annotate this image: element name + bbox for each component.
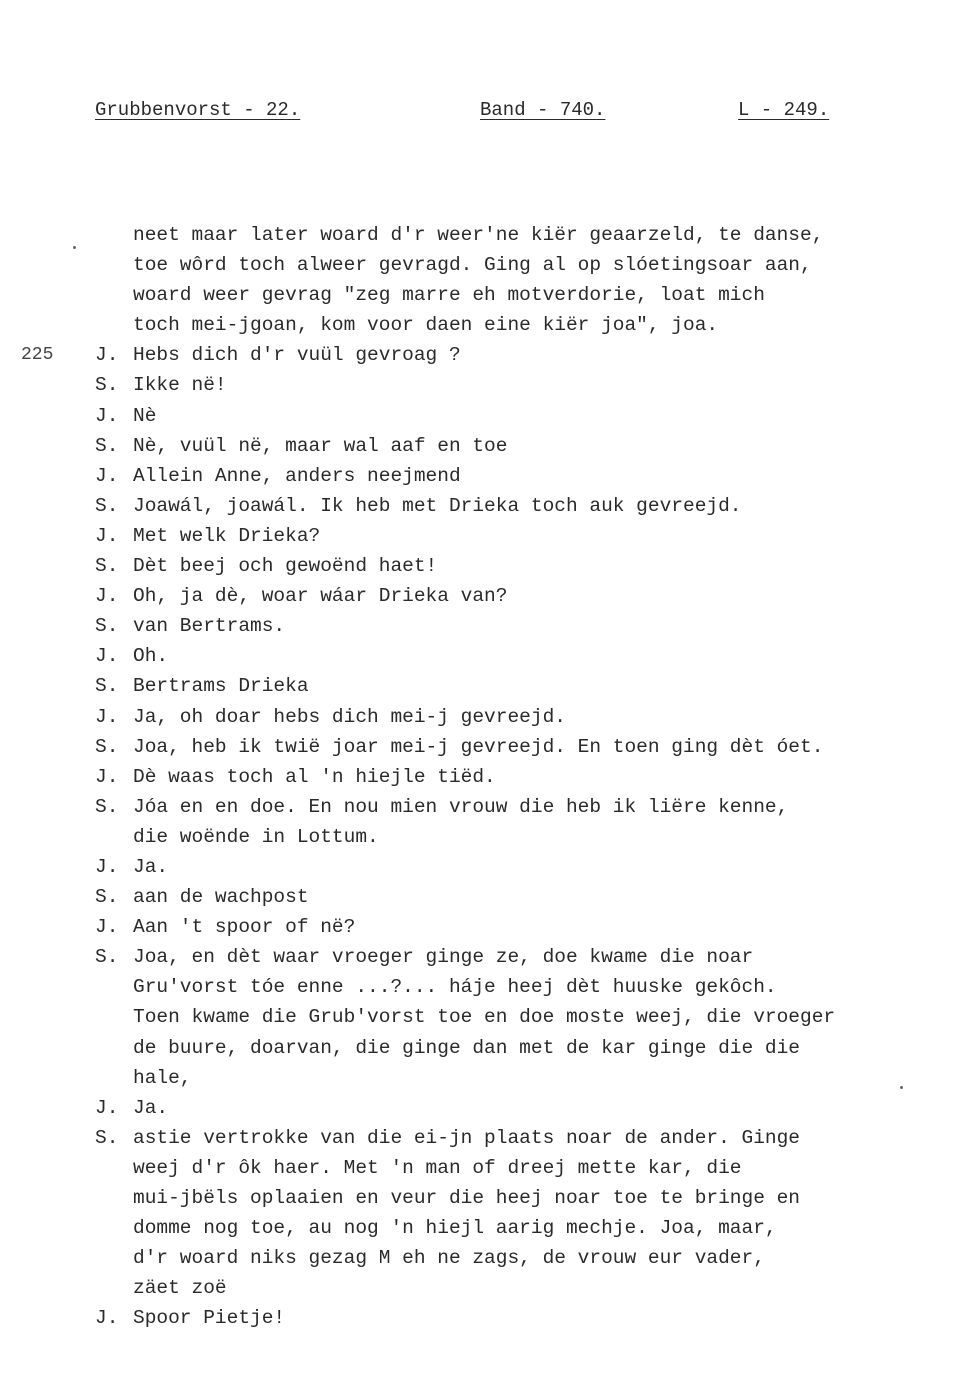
speaker-label: J.	[95, 765, 119, 788]
line-text: Oh.	[133, 645, 169, 668]
header-left: Grubbenvorst - 22.	[95, 99, 301, 121]
line-text: Jóa en en doe. En nou mien vrouw die heb ik liëre kenne,	[133, 795, 789, 818]
transcript-line	[0, 1033, 979, 1063]
transcript-line	[0, 671, 979, 701]
transcript-line	[0, 521, 979, 551]
speaker-label: J.	[95, 855, 119, 878]
transcript-line	[0, 1063, 979, 1093]
header-center: Band - 740.	[480, 99, 606, 121]
transcript-line	[0, 1153, 979, 1183]
speaker-label: S.	[95, 795, 119, 818]
transcript-body	[0, 220, 979, 1333]
transcript-line	[0, 972, 979, 1002]
line-text: Spoor Pietje!	[133, 1307, 286, 1330]
speaker-label: J.	[95, 344, 119, 367]
line-text: Joa, en dèt waar vroeger ginge ze, doe kwame die noar	[133, 946, 754, 969]
line-text: Ja.	[133, 1096, 169, 1119]
line-text: Allein Anne, anders neejmend	[133, 464, 461, 487]
line-text: woard weer gevrag "zeg marre eh motverdorie, loat mich	[133, 284, 765, 307]
transcript-line	[0, 551, 979, 581]
transcript-line	[0, 882, 979, 912]
transcript-line	[0, 1243, 979, 1273]
line-text: Nè, vuül në, maar wal aaf en toe	[133, 434, 508, 457]
line-text: mui-jbëls oplaaien en veur die heej noar toe te bringe en	[133, 1187, 801, 1209]
line-text: Ikke në!	[133, 374, 227, 397]
transcript-line	[0, 1183, 979, 1213]
line-text: aan de wachpost	[133, 886, 309, 909]
transcript-line	[0, 250, 979, 280]
line-text: Dè waas toch al 'n hiejle tiëd.	[133, 765, 496, 788]
speaker-label: S.	[95, 615, 119, 638]
transcript-line	[0, 1213, 979, 1243]
transcript-line	[0, 491, 979, 521]
line-text: Oh, ja dè, woar wáar Drieka van?	[133, 585, 508, 608]
speaker-label: J.	[95, 705, 119, 728]
transcript-line	[0, 762, 979, 792]
speaker-label: S.	[95, 434, 119, 457]
line-text: zäet zoë	[133, 1277, 227, 1300]
line-text: Nè	[133, 404, 157, 427]
transcript-line	[0, 581, 979, 611]
transcript-line	[0, 942, 979, 972]
line-text: weej d'r ôk haer. Met 'n man of dreej mette kar, die	[133, 1156, 742, 1179]
transcript-line	[0, 641, 979, 671]
transcript-line	[0, 1002, 979, 1032]
transcript-line	[0, 340, 979, 370]
speaker-label: S.	[95, 494, 119, 517]
line-text: de buure, doarvan, die ginge dan met de kar ginge die die	[133, 1036, 801, 1059]
line-text: Hebs dich d'r vuül gevroag ?	[133, 344, 461, 367]
header-right: L - 249.	[738, 99, 830, 121]
line-text: Dèt beej och gewoënd haet!	[133, 555, 438, 578]
transcript-line	[0, 401, 979, 431]
speaker-label: S.	[95, 946, 119, 969]
line-text: astie vertrokke van die ei-jn plaats noar de ander. Ginge	[133, 1126, 801, 1149]
transcript-line	[0, 310, 979, 340]
line-text: d'r woard niks gezag M eh ne zags, de vrouw eur vader,	[133, 1247, 765, 1270]
transcript-line	[0, 370, 979, 400]
transcript-line	[0, 220, 979, 250]
line-text: domme nog toe, au nog 'n hiejl aarig mechje. Joa, maar,	[133, 1217, 777, 1240]
speaker-label: S.	[95, 675, 119, 698]
speaker-label: S.	[95, 374, 119, 397]
transcript-line	[0, 1123, 979, 1153]
transcript-line	[0, 1273, 979, 1303]
transcript-line	[0, 431, 979, 461]
line-text: van Bertrams.	[133, 615, 286, 638]
line-text: Met welk Drieka?	[133, 524, 321, 547]
line-text: Aan 't spoor of në?	[133, 916, 356, 939]
speaker-label: J.	[95, 1307, 119, 1330]
speaker-label: J.	[95, 645, 119, 668]
speaker-label: J.	[95, 585, 119, 608]
speaker-label: S.	[95, 1126, 119, 1149]
ink-speck	[900, 1086, 903, 1089]
transcript-line	[0, 852, 979, 882]
speaker-label: J.	[95, 524, 119, 547]
ink-speck	[73, 246, 76, 249]
transcript-line	[0, 1303, 979, 1333]
margin-number: 225	[21, 345, 54, 366]
speaker-label: S.	[95, 886, 119, 909]
line-text: neet maar later woard d'r weer'ne kiër geaarzeld, te danse,	[133, 224, 824, 246]
speaker-label: J.	[95, 464, 119, 487]
speaker-label: J.	[95, 916, 119, 939]
speaker-label: S.	[95, 555, 119, 578]
transcript-line	[0, 702, 979, 732]
line-text: Toen kwame die Grub'vorst toe en doe moste weej, die vroeger	[133, 1006, 836, 1029]
transcript-line	[0, 912, 979, 942]
line-text: Bertrams Drieka	[133, 675, 309, 698]
transcript-line	[0, 732, 979, 762]
speaker-label: J.	[95, 404, 119, 427]
line-text: Joa, heb ik twië joar mei-j gevreejd. En toen ging dèt óet.	[133, 735, 824, 758]
speaker-label: S.	[95, 735, 119, 758]
speaker-label: J.	[95, 1096, 119, 1119]
transcript-line	[0, 792, 979, 822]
transcript-line	[0, 1093, 979, 1123]
transcript-line	[0, 461, 979, 491]
transcript-line	[0, 822, 979, 852]
line-text: hale,	[133, 1066, 192, 1089]
transcript-line	[0, 611, 979, 641]
line-text: Ja, oh doar hebs dich mei-j gevreejd.	[133, 705, 566, 728]
line-text: Gru'vorst tóe enne ...?... háje heej dèt huuske gekôch.	[133, 976, 777, 999]
line-text: toe wôrd toch alweer gevragd. Ging al op slóetingsoar aan,	[133, 254, 812, 277]
line-text: die woënde in Lottum.	[133, 825, 379, 848]
line-text: toch mei-jgoan, kom voor daen eine kiër joa", joa.	[133, 314, 719, 337]
line-text: Ja.	[133, 855, 169, 878]
line-text: Joawál, joawál. Ik heb met Drieka toch auk gevreejd.	[133, 494, 742, 517]
transcript-line	[0, 280, 979, 310]
